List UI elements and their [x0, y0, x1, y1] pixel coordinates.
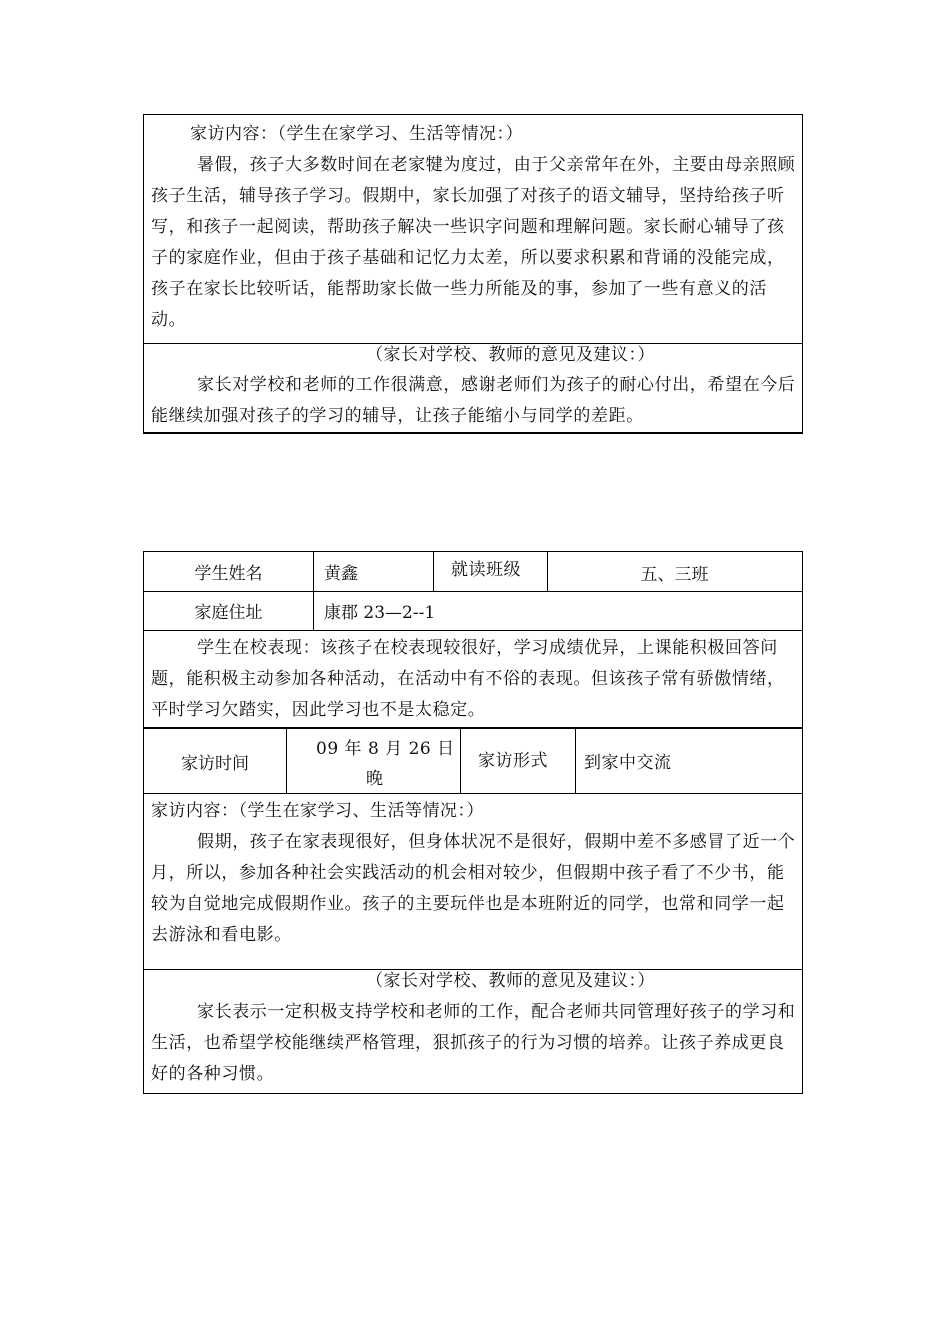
opinion-heading: （家长对学校、教师的意见及建议：）: [366, 971, 655, 991]
content-text: 暑假，孩子大多数时间在老家犍为度过，由于父亲常年在外，主要由母亲照顾孩子生活，辅导孩子学习。假期中，家长加强了对孩子的语文辅导，坚持给孩子听写，和孩子一起阅读，帮助孩子解决一些识字问题和理解问题。家长耐心辅导了孩子的家庭作业，但由于孩子基础和记忆力太差，所以要求积累和背诵的没能完成，孩子在家长比较听话，能帮助家长做一些力所能及的事，参加了一些有意义的活动。: [151, 155, 796, 330]
content-heading: 家访内容：（学生在家学习、生活等情况：）: [190, 124, 523, 144]
divider: [144, 630, 802, 631]
divider: [144, 793, 802, 794]
home-visit-record-2: [143, 551, 803, 1094]
class-value: 五、三班: [640, 565, 709, 585]
visit-time-label: 家访时间: [181, 753, 249, 774]
content-text: 假期，孩子在家表现很好，但身体状况不是很好，假期中差不多感冒了近一个月，所以，参加各种社会实践活动的机会相对较少，但假期中孩子看了不少书，能较为自觉地完成假期作业。孩子的主要玩伴也是本班附近的同学，也常和同学一起去游泳和看电影。: [151, 832, 796, 945]
class-label: 就读班级: [451, 560, 521, 580]
visit-time-value-line2: 晚: [366, 769, 384, 789]
visit-form-value: 到家中交流: [584, 753, 672, 773]
divider: [433, 552, 434, 591]
visit-form-label: 家访形式: [478, 751, 548, 771]
divider: [286, 729, 287, 793]
student-name-label: 学生姓名: [194, 564, 263, 584]
student-name-value: 黄鑫: [324, 564, 358, 584]
address-label: 家庭住址: [194, 603, 263, 623]
address-value: 康郡 23—2--1: [324, 603, 436, 623]
divider: [460, 729, 461, 793]
visit-time-value-line1: 09 年 8 月 26 日: [316, 739, 455, 759]
home-visit-record-1: [143, 114, 803, 434]
opinion-heading: （家长对学校、教师的意见及建议：）: [366, 345, 655, 365]
school-performance-text: 学生在校表现：该孩子在校表现较很好，学习成绩优异，上课能积极回答问题，能积极主动参加各种活动，在活动中有不俗的表现。但该孩子常有骄傲情绪，平时学习欠踏实，因此学习也不是太稳定。: [151, 638, 785, 720]
content-heading: 家访内容：（学生在家学习、生活等情况：）: [151, 801, 484, 821]
opinion-text: 家长对学校和老师的工作很满意，感谢老师们为孩子的耐心付出，希望在今后能继续加强对孩子的学习的辅导，让孩子能缩小与同学的差距。: [151, 375, 796, 426]
opinion-text: 家长表示一定积极支持学校和老师的工作，配合老师共同管理好孩子的学习和生活，也希望学校能继续严格管理，狠抓孩子的行为习惯的培养。让孩子养成更良好的各种习惯。: [151, 1002, 796, 1084]
divider: [575, 729, 576, 793]
